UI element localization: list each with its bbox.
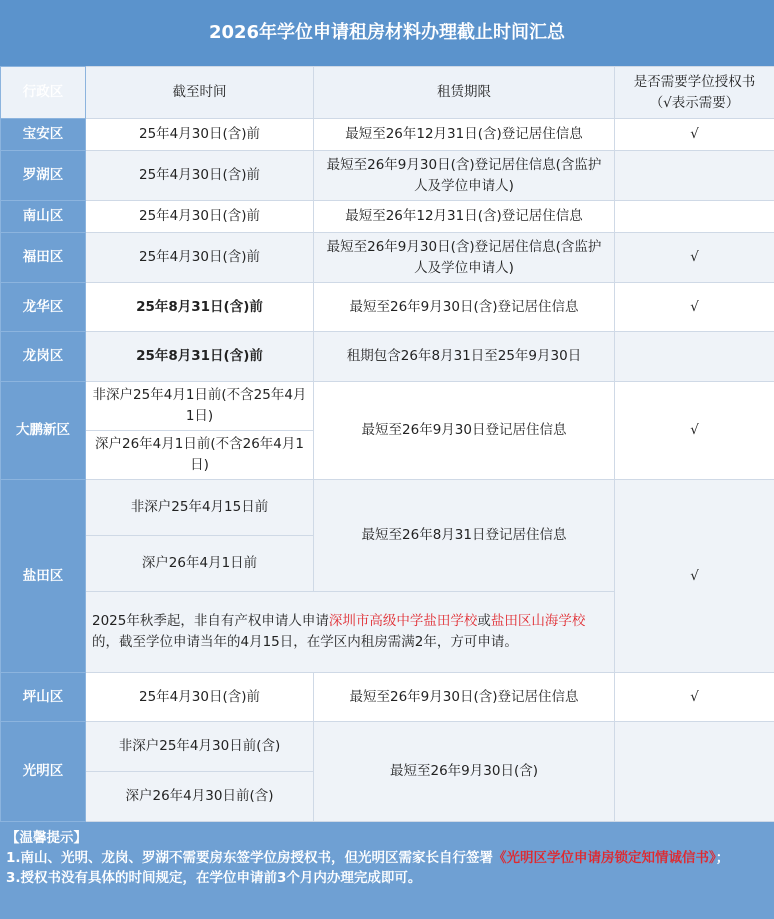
table-row	[1, 722, 774, 772]
deadline-cell-non-local: 非深户25年4月30日前(含)	[86, 722, 314, 772]
deadline-cell-non-local: 非深户25年4月1日前(不含25年4月1日)	[86, 382, 314, 431]
auth-cell: √	[615, 283, 774, 332]
header-district: 行政区	[1, 67, 86, 119]
deadline-cell: 25年8月31日(含)前	[86, 332, 314, 382]
table-row	[1, 151, 774, 201]
guangming-integrity-doc-link: 《光明区学位申请房锁定知情诚信书》	[493, 850, 716, 866]
deadline-cell: 25年4月30日(含)前	[86, 673, 314, 722]
auth-cell	[615, 332, 774, 382]
table-row	[1, 283, 774, 332]
lease-cell: 租期包含26年8月31日至25年9月30日	[314, 332, 615, 382]
auth-cell	[615, 151, 774, 201]
deadline-cell: 25年4月30日(含)前	[86, 151, 314, 201]
lease-cell: 最短至26年9月30日(含)登记居住信息(含监护人及学位申请人)	[314, 151, 615, 201]
table-row	[1, 119, 774, 151]
table-row	[1, 201, 774, 233]
district-cell: 罗湖区	[1, 151, 86, 201]
auth-cell: √	[615, 233, 774, 283]
header-auth-note: （√表示需要）	[649, 94, 740, 111]
deadline-cell-local: 深户26年4月1日前(不含26年4月1日)	[86, 431, 314, 480]
auth-cell: √	[615, 673, 774, 722]
lease-cell: 最短至26年12月31日(含)登记居住信息	[314, 201, 615, 233]
auth-cell	[615, 722, 774, 822]
school-link-shanhai: 盐田区山海学校	[490, 613, 586, 629]
auth-cell	[615, 201, 774, 233]
yantian-note	[86, 592, 615, 673]
lease-cell: 最短至26年12月31日(含)登记居住信息	[314, 119, 615, 151]
tips-line-1-end: ；	[715, 850, 730, 866]
header-deadline: 截至时间	[86, 67, 314, 119]
tips-line-1-text: 1.南山、光明、龙岗、罗湖不需要房东签学位房授权书，但光明区需家长自行签署	[6, 850, 494, 866]
auth-cell: √	[615, 119, 774, 151]
district-cell: 光明区	[1, 722, 86, 822]
table-row	[1, 480, 774, 536]
deadline-cell: 25年4月30日(含)前	[86, 119, 314, 151]
header-row	[1, 67, 774, 119]
lease-cell: 最短至26年9月30日(含)登记居住信息	[314, 283, 615, 332]
tips-box	[0, 822, 774, 919]
district-cell: 大鹏新区	[1, 382, 86, 480]
table-row	[1, 233, 774, 283]
yantian-note-or: 或	[477, 613, 491, 629]
table-row	[1, 382, 774, 431]
tips-line-1	[6, 848, 768, 868]
auth-cell: √	[615, 480, 774, 673]
page-title: 2026年学位申请租房材料办理截止时间汇总	[0, 0, 774, 66]
lease-cell: 最短至26年9月30日(含)登记居住信息	[314, 673, 615, 722]
district-cell: 盐田区	[1, 480, 86, 673]
tips-line-2: 3.授权书没有具体的时间规定，在学位申请前3个月内办理完成即可。	[6, 870, 422, 886]
deadline-cell-local: 深户26年4月30日前(含)	[86, 772, 314, 822]
table-row	[1, 332, 774, 382]
district-cell: 坪山区	[1, 673, 86, 722]
district-cell: 龙华区	[1, 283, 86, 332]
header-lease: 租赁期限	[314, 67, 615, 119]
lease-cell: 最短至26年9月30日登记居住信息	[314, 382, 615, 480]
auth-cell: √	[615, 382, 774, 480]
school-link-senior-high: 深圳市高级中学盐田学校	[328, 613, 478, 629]
lease-cell: 最短至26年9月30日(含)登记居住信息(含监护人及学位申请人)	[314, 233, 615, 283]
district-cell: 福田区	[1, 233, 86, 283]
tips-heading: 【温馨提示】	[6, 830, 87, 846]
header-auth-title: 是否需要学位授权书	[633, 73, 756, 90]
deadline-cell: 25年4月30日(含)前	[86, 233, 314, 283]
deadline-cell: 25年8月31日(含)前	[86, 283, 314, 332]
table-row	[1, 673, 774, 722]
district-cell: 宝安区	[1, 119, 86, 151]
deadline-cell-local: 深户26年4月1日前	[86, 536, 314, 592]
lease-cell: 最短至26年9月30日(含)	[314, 722, 615, 822]
deadline-table	[0, 66, 774, 822]
header-auth	[615, 67, 774, 119]
district-cell: 南山区	[1, 201, 86, 233]
lease-cell: 最短至26年8月31日登记居住信息	[314, 480, 615, 592]
deadline-cell: 25年4月30日(含)前	[86, 201, 314, 233]
district-cell: 龙岗区	[1, 332, 86, 382]
yantian-note-text-b: 的，截至学位申请当年的4月15日，在学区内租房需满2年，方可申请。	[92, 634, 518, 650]
deadline-cell-non-local: 非深户25年4月15日前	[86, 480, 314, 536]
yantian-note-text-a: 2025年秋季起，非自有产权申请人申请	[92, 613, 329, 629]
